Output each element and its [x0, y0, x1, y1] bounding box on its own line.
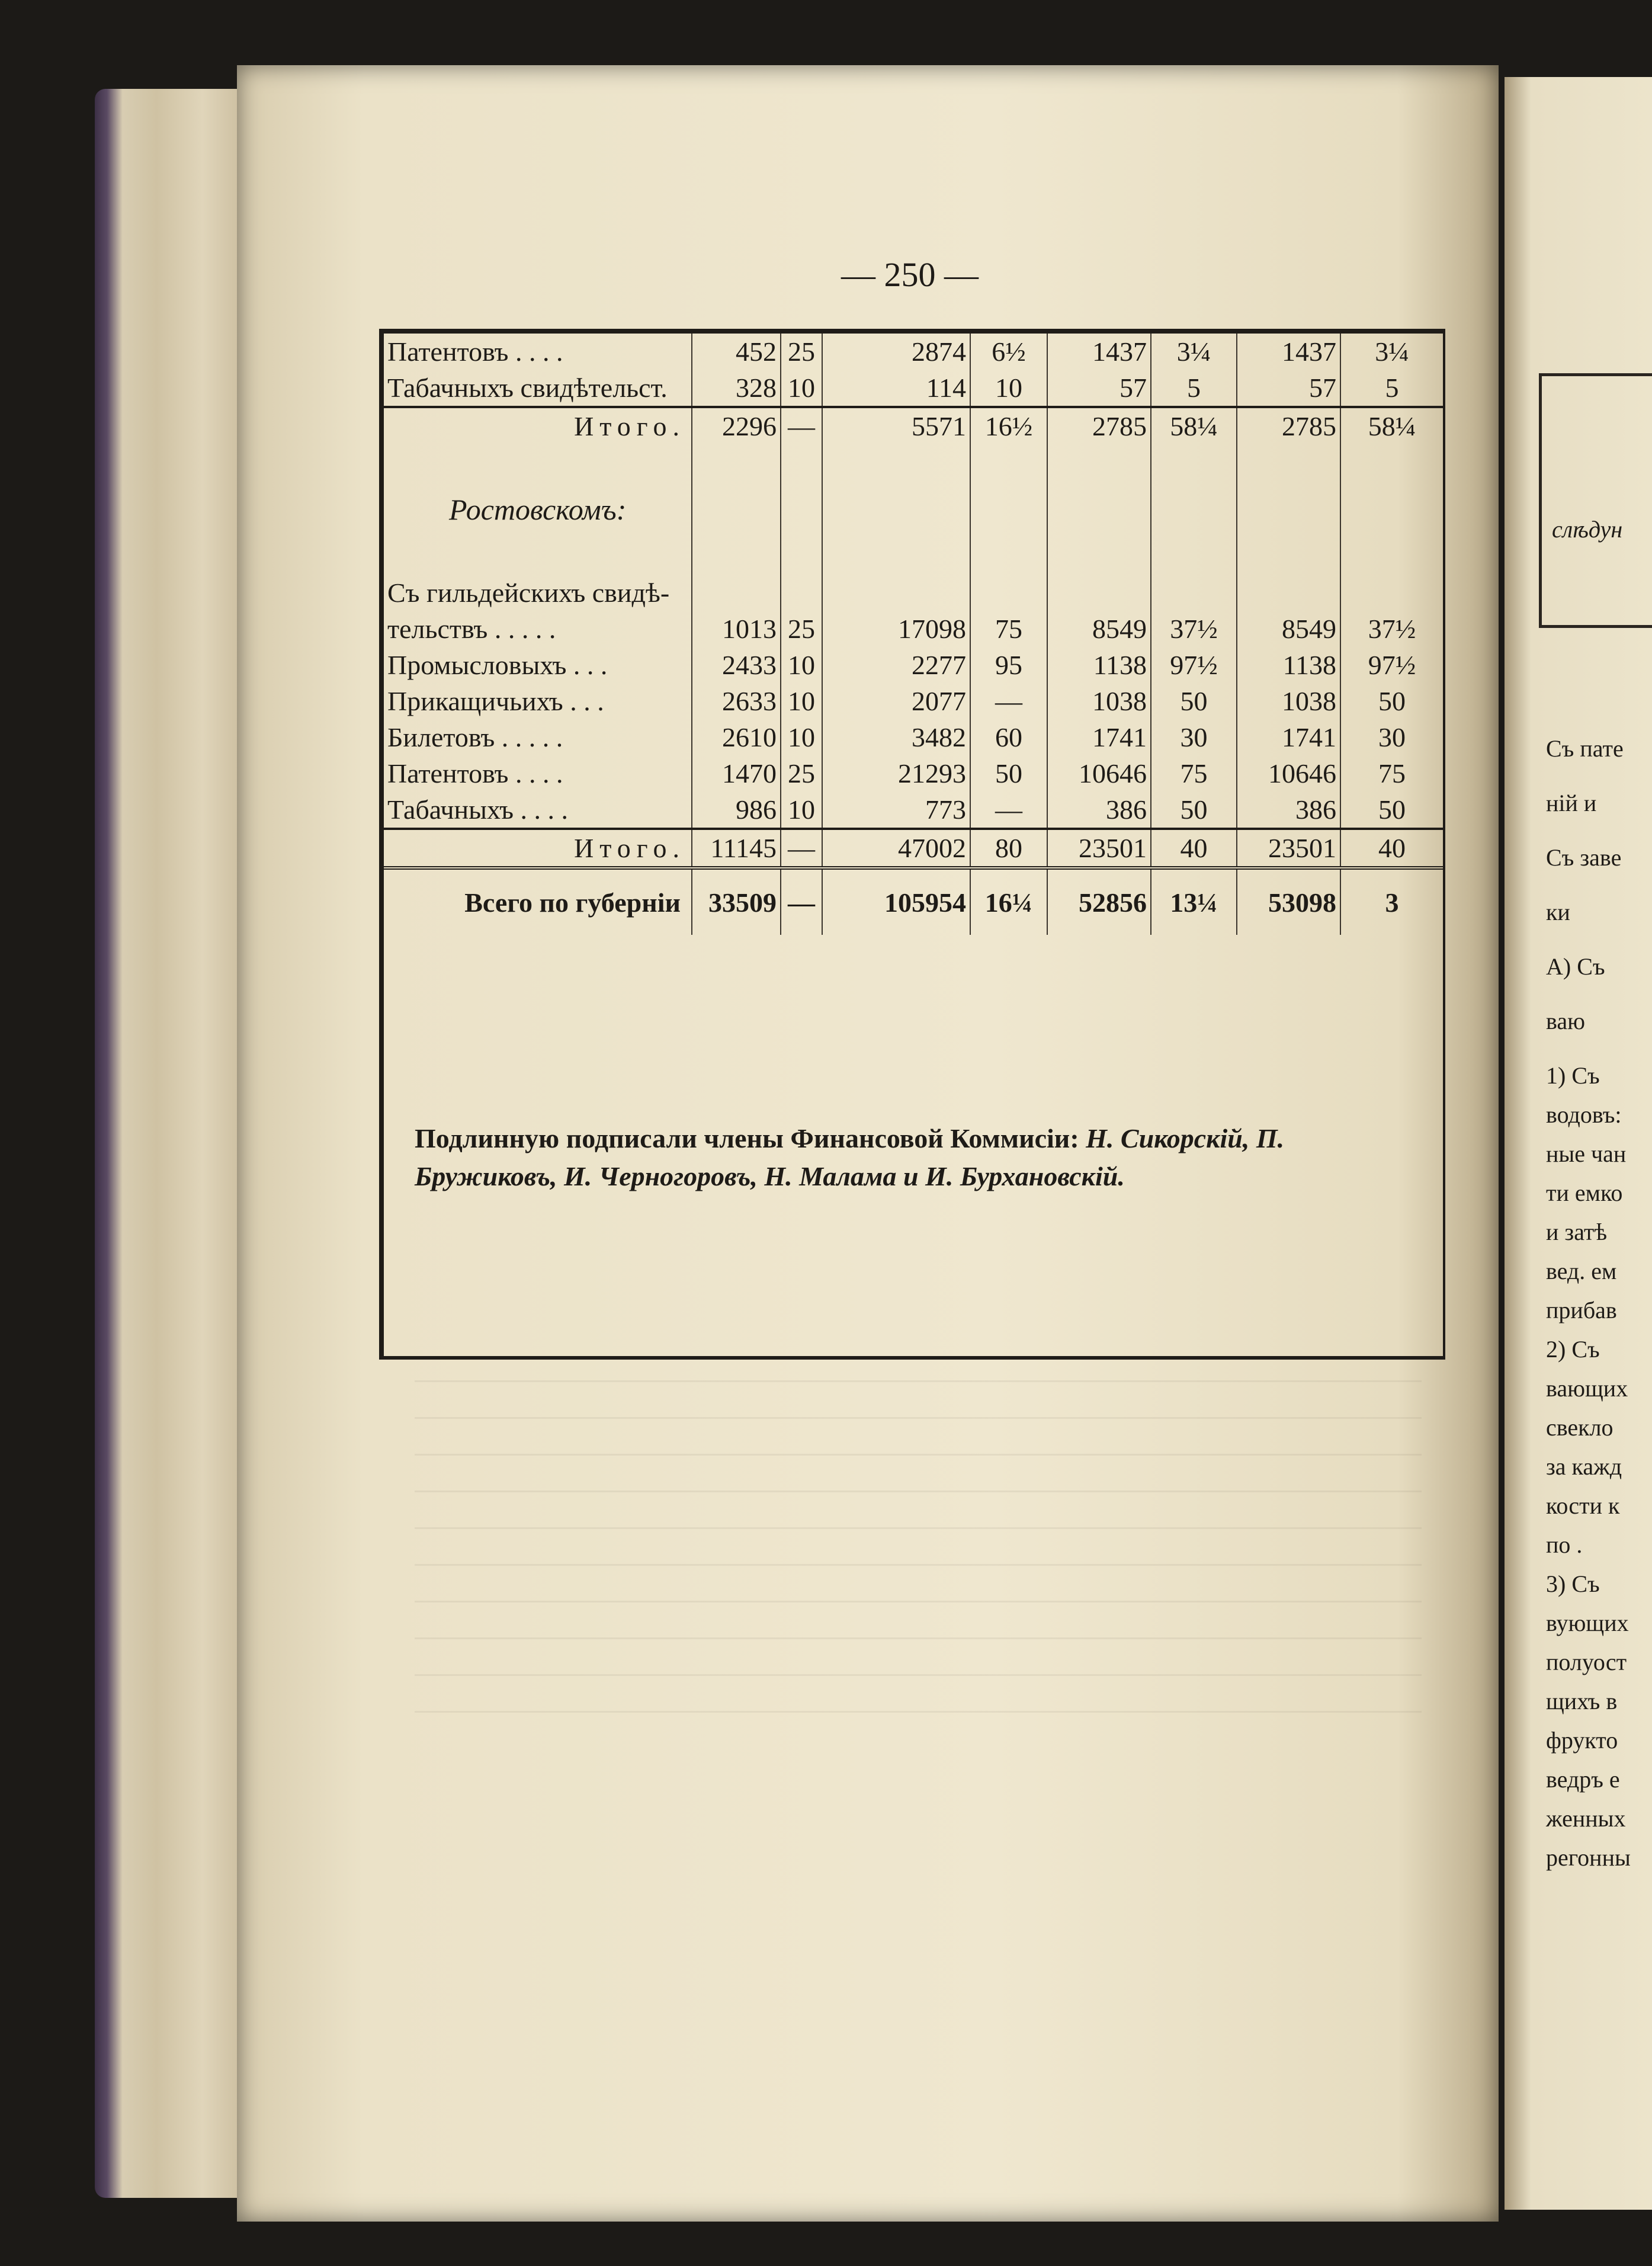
right-page-line: за кажд [1546, 1453, 1622, 1480]
cell-c8 [1340, 575, 1443, 611]
right-page-line: вающих [1546, 1375, 1628, 1402]
cell-c6: 37½ [1151, 611, 1237, 647]
cell-c6: 5 [1151, 370, 1237, 407]
cell-c4: — [970, 791, 1047, 829]
row-label: Съ гильдейскихъ свидѣ- [384, 575, 692, 611]
cell-c8: 40 [1340, 829, 1443, 868]
cell-c2: — [781, 868, 822, 935]
cell-c5: 1038 [1047, 683, 1151, 719]
cell-c6: 40 [1151, 829, 1237, 868]
cell-c2: — [781, 407, 822, 444]
table-row [384, 719, 1443, 755]
empty-cell [1237, 444, 1340, 480]
cell-c7: 53098 [1237, 868, 1340, 935]
cell-c5 [1047, 575, 1151, 611]
cell-c4: 60 [970, 719, 1047, 755]
table-row [384, 755, 1443, 791]
empty-cell [1047, 539, 1151, 575]
spacer-row [384, 539, 1443, 575]
cell-c6: 50 [1151, 791, 1237, 829]
row-label: Билетовъ . . . . . [384, 719, 692, 755]
cell-c7: 57 [1237, 370, 1340, 407]
table-row [384, 575, 1443, 611]
row-label: Прикащичьихъ . . . [384, 683, 692, 719]
empty-cell [1047, 480, 1151, 539]
right-page-line: ведръ е [1546, 1766, 1620, 1793]
cell-c8: 50 [1378, 794, 1406, 825]
right-page-line: полуост [1546, 1649, 1627, 1675]
right-page-line: регонны [1546, 1844, 1631, 1871]
empty-cell [384, 444, 692, 480]
right-page-line: А) Съ [1546, 953, 1605, 980]
right-page-line: щихъ в [1546, 1688, 1618, 1714]
cell-c7: 1741 [1237, 719, 1340, 755]
right-page-line: кости к [1546, 1492, 1620, 1519]
cell-c1: 11145 [692, 829, 781, 868]
empty-cell [1340, 480, 1443, 539]
empty-cell [781, 539, 822, 575]
cell-c3: 21293 [822, 755, 970, 791]
cell-c6: 50 [1151, 683, 1237, 719]
cell-c1: 1013 [692, 611, 781, 647]
cell-c5: 23501 [1047, 829, 1151, 868]
row-label: Итого. [384, 829, 692, 868]
cell-c8: 75 [1378, 758, 1406, 789]
empty-cell [970, 480, 1047, 539]
cell-c4: 16¼ [970, 868, 1047, 935]
cell-c3: 5571 [822, 407, 970, 444]
cell-c2: 25 [781, 334, 822, 370]
empty-cell [384, 539, 692, 575]
right-page-line: женных [1546, 1805, 1626, 1832]
cell-c2: 10 [781, 683, 822, 719]
cell-c2: 25 [781, 755, 822, 791]
row-label: Всего по губерніи [384, 868, 692, 935]
cell-c8: 50 [1378, 686, 1406, 716]
right-page-line: по . [1546, 1531, 1583, 1558]
cell-c4: 6½ [970, 334, 1047, 370]
cell-c3: 47002 [822, 829, 970, 868]
cell-c2: 10 [781, 370, 822, 407]
cell-c1: 2610 [692, 719, 781, 755]
signature-names: Н. Сикорскій, П. Бружиковъ, И. Черногоровъ, Н. Малама и И. Бурхановскій. [415, 1123, 1285, 1191]
cell-c8: 3 [1340, 868, 1443, 935]
cell-c6: 3¼ [1151, 334, 1237, 370]
cell-c7: 10646 [1237, 755, 1340, 791]
right-page-line: фрукто [1546, 1727, 1618, 1754]
cell-c5: 1138 [1047, 647, 1151, 683]
right-page-line: вед. ем [1546, 1258, 1617, 1284]
row-label: Патентовъ . . . . [384, 755, 692, 791]
right-page-heading: слѣдун [1552, 516, 1623, 543]
cell-c1: 33509 [692, 868, 781, 935]
empty-cell [1340, 539, 1443, 575]
empty-cell [1237, 480, 1340, 539]
right-page-line: 1) Съ [1546, 1062, 1600, 1089]
cell-c3: 3482 [822, 719, 970, 755]
empty-cell [822, 444, 970, 480]
cell-c1: 1470 [692, 755, 781, 791]
table-row [384, 683, 1443, 719]
cell-c3: 114 [822, 370, 970, 407]
empty-cell [1151, 539, 1237, 575]
cell-c4: 50 [970, 755, 1047, 791]
cell-c2: 10 [781, 791, 822, 829]
cell-c8: 5 [1385, 373, 1399, 403]
cell-c5: 8549 [1047, 611, 1151, 647]
row-label: Промысловыхъ . . . [384, 647, 692, 683]
cell-c5: 52856 [1047, 868, 1151, 935]
cell-c3: 2277 [822, 647, 970, 683]
cell-c8: 97½ [1368, 650, 1416, 680]
empty-cell [692, 444, 781, 480]
cell-c4: 95 [970, 647, 1047, 683]
right-page-line: ные чан [1546, 1140, 1627, 1167]
empty-cell [1047, 444, 1151, 480]
cell-c2: — [781, 829, 822, 868]
cell-c7: 23501 [1237, 829, 1340, 868]
right-page-line: вующих [1546, 1610, 1629, 1636]
table-row [384, 370, 1443, 407]
cell-c5: 57 [1047, 370, 1151, 407]
cell-c1: 2633 [692, 683, 781, 719]
subtotal-row [384, 829, 1443, 868]
cell-c7: 1138 [1237, 647, 1340, 683]
cell-c6: 97½ [1151, 647, 1237, 683]
cell-c5: 386 [1047, 791, 1151, 829]
table-row [384, 791, 1443, 829]
cell-c2: 10 [781, 647, 822, 683]
empty-cell [822, 480, 970, 539]
row-label: Табачныхъ свидѣтельст. [384, 370, 692, 407]
cell-c3: 773 [822, 791, 970, 829]
cell-c2: 25 [781, 611, 822, 647]
cell-c6: 13¼ [1151, 868, 1237, 935]
row-label: Патентовъ . . . . [384, 334, 692, 370]
bleed-through [415, 1380, 1422, 1736]
cell-c3 [822, 575, 970, 611]
table-row [384, 334, 1443, 370]
empty-cell [692, 539, 781, 575]
right-page-line: и затѣ [1546, 1219, 1608, 1245]
right-page-line: ти емко [1546, 1180, 1623, 1206]
cell-c4: 10 [970, 370, 1047, 407]
cell-c6: 75 [1151, 755, 1237, 791]
right-page-line: Съ пате [1546, 735, 1624, 762]
row-label: Итого. [384, 407, 692, 444]
right-page-line: Съ заве [1546, 844, 1622, 871]
right-page-header-box [1539, 373, 1652, 628]
empty-cell [970, 539, 1047, 575]
cell-c5: 1741 [1047, 719, 1151, 755]
book-edge [95, 89, 249, 2198]
empty-cell [1151, 480, 1237, 539]
cell-c6: 58¼ [1151, 407, 1237, 444]
right-page-line: 3) Съ [1546, 1571, 1600, 1597]
right-page [1505, 77, 1652, 2210]
empty-cell [781, 480, 822, 539]
cell-c3: 2874 [822, 334, 970, 370]
cell-c4 [970, 575, 1047, 611]
cell-c8: 58¼ [1340, 407, 1443, 444]
row-label: Табачныхъ . . . . [384, 791, 692, 829]
table-row [384, 647, 1443, 683]
cell-c5: 2785 [1047, 407, 1151, 444]
grand-total-row [384, 868, 1443, 935]
cell-c6: 30 [1151, 719, 1237, 755]
subtotal-row [384, 407, 1443, 444]
empty-cell [692, 480, 781, 539]
cell-c6 [1151, 575, 1237, 611]
empty-cell [1237, 539, 1340, 575]
right-page-line: прибав [1546, 1297, 1617, 1323]
cell-c7: 1038 [1237, 683, 1340, 719]
cell-c7 [1237, 575, 1340, 611]
empty-cell [781, 444, 822, 480]
empty-cell [970, 444, 1047, 480]
cell-c8: 30 [1378, 722, 1406, 752]
revenue-table [379, 329, 1445, 1360]
cell-c4: 75 [970, 611, 1047, 647]
row-label: тельствъ . . . . . [384, 611, 692, 647]
cell-c5: 1437 [1047, 334, 1151, 370]
cell-c1: 2433 [692, 647, 781, 683]
signature-lead: Подлинную подписали члены Финансовой Коммисіи: [415, 1123, 1079, 1153]
cell-c1: 986 [692, 791, 781, 829]
cell-c7: 2785 [1237, 407, 1340, 444]
cell-c3: 105954 [822, 868, 970, 935]
cell-c1: 2296 [692, 407, 781, 444]
right-page-line: водовъ: [1546, 1101, 1622, 1128]
cell-c8: 37½ [1368, 614, 1416, 644]
cell-c3: 2077 [822, 683, 970, 719]
revenue-table-grid [384, 334, 1443, 935]
cell-c4: 16½ [970, 407, 1047, 444]
right-page-line: свекло [1546, 1414, 1613, 1441]
right-page-line: 2) Съ [1546, 1336, 1600, 1363]
cell-c7: 1437 [1237, 334, 1340, 370]
cell-c1: 452 [692, 334, 781, 370]
region-label: Ростовскомъ: [384, 480, 692, 539]
region-row [384, 480, 1443, 539]
cell-c5: 10646 [1047, 755, 1151, 791]
signature-block [415, 1120, 1433, 1196]
right-page-line: ваю [1546, 1008, 1585, 1034]
cell-c2: 10 [781, 719, 822, 755]
empty-cell [1151, 444, 1237, 480]
right-page-line: ній и [1546, 790, 1597, 816]
page-number: — 250 — [841, 255, 979, 294]
cell-c2 [781, 575, 822, 611]
cell-c3: 17098 [822, 611, 970, 647]
cell-c7: 386 [1237, 791, 1340, 829]
table-row [384, 611, 1443, 647]
cell-c1 [692, 575, 781, 611]
cell-c8: 3¼ [1375, 336, 1409, 367]
cell-c1: 328 [692, 370, 781, 407]
spacer-row [384, 444, 1443, 480]
cell-c4: 80 [970, 829, 1047, 868]
empty-cell [1340, 444, 1443, 480]
cell-c4: — [970, 683, 1047, 719]
right-page-line: ки [1546, 899, 1570, 925]
cell-c7: 8549 [1237, 611, 1340, 647]
empty-cell [822, 539, 970, 575]
